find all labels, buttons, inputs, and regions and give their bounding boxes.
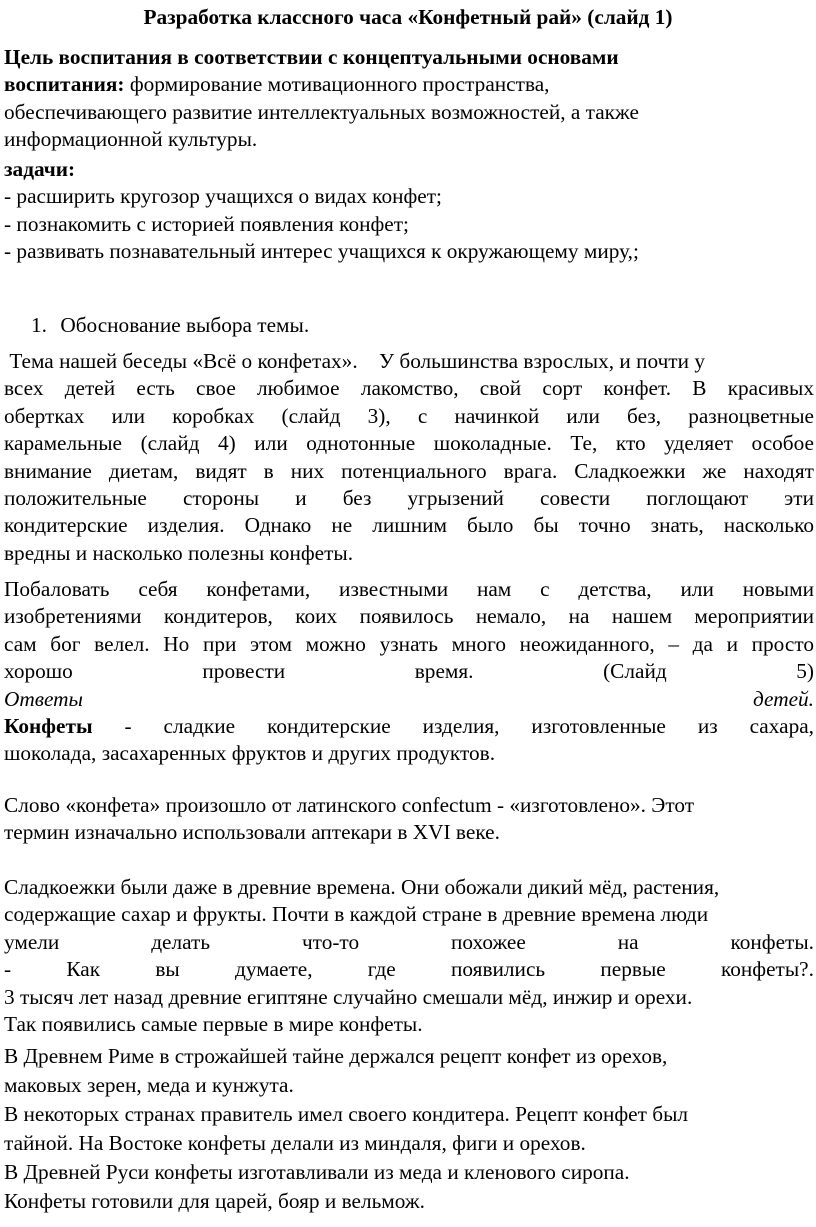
- history-word: вы: [155, 957, 180, 982]
- answers-left: Ответы: [4, 686, 83, 711]
- history-word: похожее: [451, 929, 526, 954]
- definition-line-1: [4, 713, 814, 740]
- history-word: конфеты?.: [720, 957, 814, 982]
- goal-section: [4, 44, 814, 154]
- history-line: Сладкоежки были даже в древние времена. Они обожали дикий мёд, растения,: [4, 875, 720, 899]
- history-word: -: [4, 957, 12, 982]
- para2-word: провести: [202, 659, 286, 684]
- goal-label: Цель воспитания в соответствии с концептуальными основами: [4, 45, 619, 69]
- history-line: 3 тысяч лет назад древние египтяне случайно смешали мёд, инжир и орехи.: [4, 984, 693, 1009]
- etymology-line: Слово «конфета» произошло от латинского confectum - «изготовлено». Этот: [4, 793, 695, 817]
- paragraph-2: [4, 576, 814, 768]
- etymology-line: термин изначально использовали аптекари в XVI веке.: [4, 820, 500, 845]
- history-word: на: [617, 929, 639, 954]
- tasks-section: [4, 156, 814, 266]
- history-word: где: [367, 957, 396, 982]
- answers-right: детей.: [752, 686, 814, 711]
- answers-line: [4, 686, 814, 713]
- definition-text: - сладкие кондитерские изделия, изготовленные из сахара,: [92, 714, 814, 739]
- document-title: Разработка классного часа «Конфетный рай» (слайд 1): [143, 5, 673, 29]
- para1-line: вредны и насколько полезны конфеты.: [4, 540, 354, 565]
- history-word: делать: [151, 929, 211, 954]
- tasks-label: [4, 156, 814, 183]
- goal-text-line: обеспечивающего развитие интеллектуальных возможностей, а также: [4, 99, 639, 124]
- history-word: думаете,: [235, 957, 313, 982]
- para2-line: изобретениями кондитеров, коих появилось немало, на нашем мероприятии: [4, 604, 814, 629]
- definition-term: Конфеты: [4, 714, 93, 739]
- para2-line: Побаловать себя конфетами, известными нам с детства, или новыми: [4, 577, 814, 601]
- para1-line: кондитерские изделия. Однако не лишним было бы точно знать, насколько: [4, 513, 814, 538]
- goal-label-end: воспитания:: [4, 72, 125, 97]
- history-word: Как: [66, 957, 101, 982]
- task-item: - познакомить с историей появления конфет;: [4, 211, 409, 236]
- history-line: Так появились самые первые в мире конфеты.: [4, 1012, 423, 1037]
- history-paragraph-2: [4, 1042, 814, 1216]
- para1-line: положительные стороны и без угрызений совести поглощают эти: [4, 486, 814, 511]
- paragraph-1: [4, 348, 814, 567]
- history-line: В Древнем Риме в строжайшей тайне держался рецепт конфет из орехов,: [4, 1044, 668, 1068]
- history-word: что-то: [301, 929, 360, 954]
- history-line: [4, 929, 814, 956]
- para1-line: внимание диетам, видят в них потенциального врага. Сладкоежки же находят: [4, 458, 814, 483]
- history-line: В некоторых странах правитель имел своего кондитера. Рецепт конфет был: [4, 1102, 689, 1126]
- goal-text-line: информационной культуры.: [4, 127, 258, 152]
- para2-line: сам бог велел. Но при этом можно узнать много неожиданного, – да и просто: [4, 631, 814, 656]
- history-word: конфеты.: [730, 929, 814, 954]
- task-item: - расширить кругозор учащихся о видах конфет;: [4, 184, 442, 209]
- para2-word: 5): [796, 659, 814, 684]
- section-label: Обоснование выбора темы.: [60, 313, 310, 337]
- tasks-label-text: задачи:: [4, 157, 76, 181]
- para1-line: Тема нашей беседы «Всё о конфетах». У большинства взрослых, и почти у: [4, 349, 705, 373]
- para2-word: (Слайд: [603, 659, 667, 684]
- goal-text: формирование мотивационного пространства,: [124, 72, 550, 97]
- section-number: 1.: [31, 313, 47, 337]
- history-line: содержащие сахар и фрукты. Почти в каждой стране в древние времена люди: [4, 902, 709, 927]
- para1-line: обертках или коробках (слайд 3), с начинкой или без, разноцветные: [4, 403, 814, 428]
- section-heading: [31, 312, 309, 339]
- para2-word: хорошо: [4, 659, 73, 684]
- task-item: - развивать познавательный интерес учащихся к окружающему миру,;: [4, 239, 639, 264]
- history-line: тайной. На Востоке конфеты делали из миндаля, фиги и орехов.: [4, 1131, 586, 1155]
- definition-line-2: шоколада, засахаренных фруктов и других продуктов.: [4, 741, 496, 766]
- history-line: Конфеты готовили для царей, бояр и вельмож.: [4, 1189, 425, 1213]
- para2-line: [4, 658, 814, 685]
- history-word: появились: [451, 957, 546, 982]
- para1-line: карамельные (слайд 4) или однотонные шоколадные. Те, кто уделяет особое: [4, 431, 814, 456]
- history-word: умели: [4, 929, 60, 954]
- history-word: первые: [600, 957, 666, 982]
- goal-line-2: [4, 71, 814, 98]
- history-paragraph: [4, 874, 814, 1038]
- history-line: маковых зерен, меда и кунжута.: [4, 1073, 294, 1097]
- para2-word: время.: [414, 659, 474, 684]
- history-line: [4, 956, 814, 983]
- history-line: В Древней Руси конфеты изготавливали из меда и кленового сиропа.: [4, 1160, 630, 1184]
- goal-line-1: [4, 44, 814, 71]
- para1-line: всех детей есть свое любимое лакомство, свой сорт конфет. В красивых: [4, 376, 814, 401]
- etymology-paragraph: [4, 792, 814, 847]
